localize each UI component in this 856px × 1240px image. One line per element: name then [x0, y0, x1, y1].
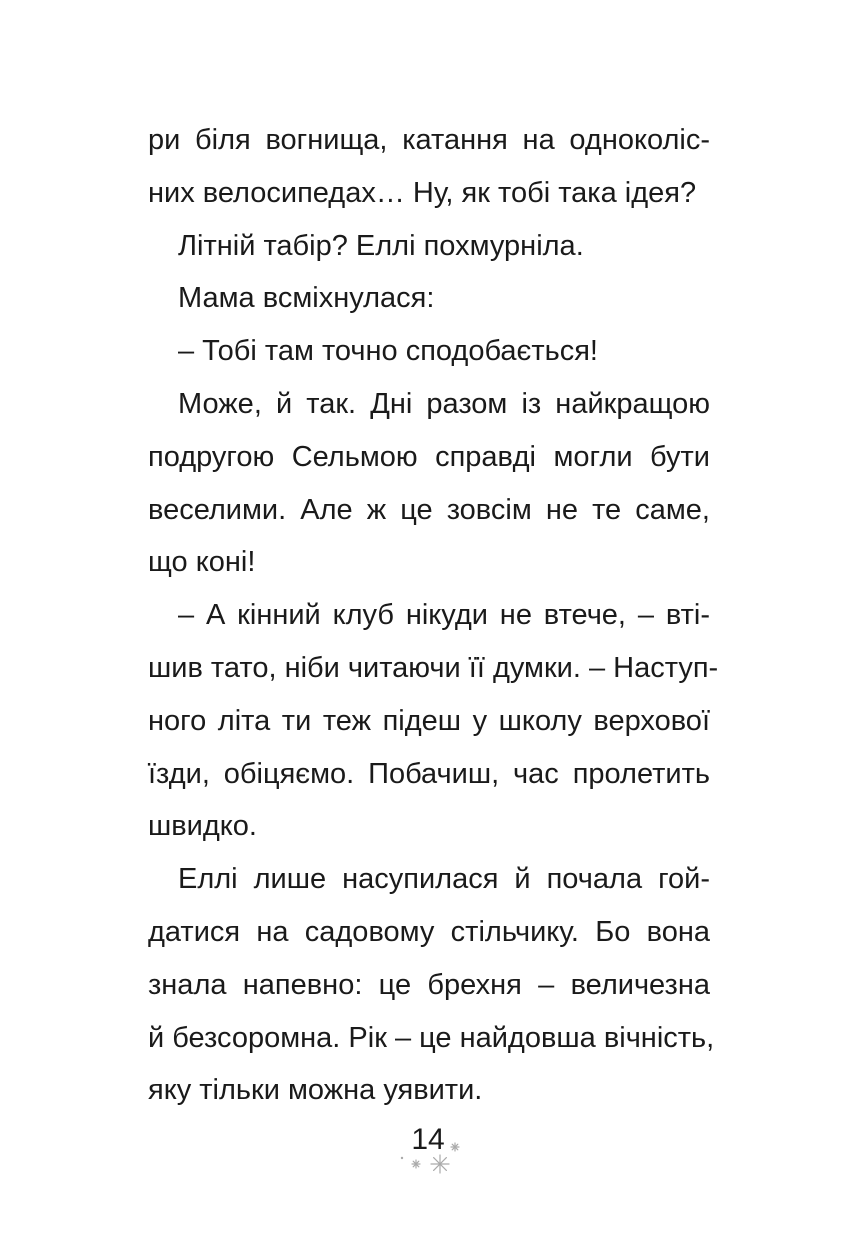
- text-line: Може, й так. Дні разом із найкращою: [178, 387, 710, 420]
- text-line: що коні!: [148, 546, 256, 579]
- text-line: – Тобі там точно сподобається!: [178, 335, 598, 368]
- text-line: їзди, обіцяємо. Побачиш, час пролетить: [148, 757, 710, 790]
- text-line: подругою Сельмою справді могли бути: [148, 440, 710, 473]
- text-line: – А кінний клуб нікуди не втече, – вті-: [178, 599, 710, 632]
- text-line: ри біля вогнища, катання на одноколіс-: [148, 124, 710, 156]
- stars-ornament: [388, 1138, 478, 1178]
- text-line: датися на садовому стільчику. Бо вона: [148, 915, 710, 948]
- star-icon: [412, 1143, 459, 1173]
- text-line: Мама всміхнулася:: [178, 282, 435, 315]
- text-line: шив тато, ніби читаючи її думки. – Наступ-: [148, 651, 719, 684]
- text-line: ного літа ти теж підеш у школу верхової: [148, 704, 710, 737]
- text-line: веселими. Але ж це зовсім не те саме,: [148, 493, 710, 526]
- text-line: них велосипедах… Ну, як тобі така ідея?: [148, 176, 697, 209]
- text-line: Еллі лише насупилася й почала гой-: [178, 863, 710, 896]
- body-text: [148, 114, 719, 1117]
- text-line: й безсоромна. Рік – це найдовша вічність,: [148, 1021, 715, 1054]
- text-line: яку тільки можна уявити.: [148, 1074, 483, 1107]
- text-line: швидко.: [148, 810, 257, 843]
- page-number: 14: [411, 1123, 445, 1156]
- dot-icon: [401, 1157, 403, 1159]
- text-line: знала напевно: це брехня – величезна: [148, 968, 710, 1001]
- text-line: Літній табір? Еллі похмурніла.: [178, 229, 584, 262]
